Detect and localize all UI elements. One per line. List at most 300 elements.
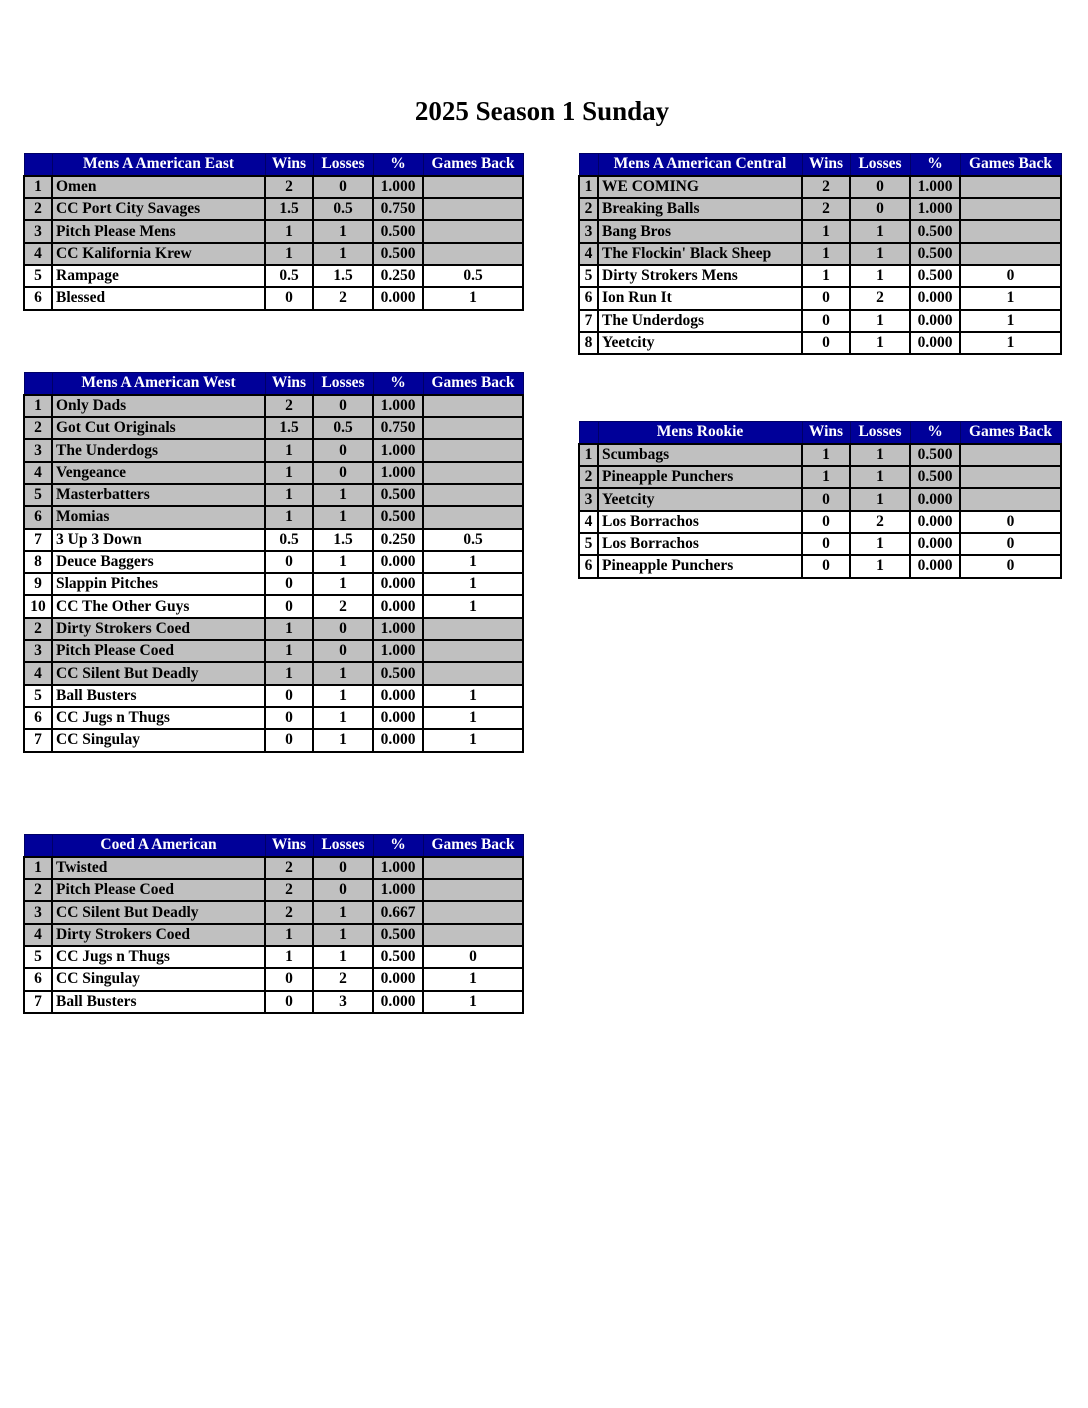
team-cell: CC Jugs n Thugs: [52, 707, 265, 729]
losses-cell: 2: [313, 595, 373, 617]
wins-cell: 1: [265, 662, 313, 684]
pct-cell: 1.000: [910, 198, 960, 220]
standings-table-mens-a-american-central: [578, 153, 1062, 355]
team-cell: The Flockin' Black Sheep: [598, 243, 802, 265]
table-row: [24, 685, 523, 707]
team-cell: CC Jugs n Thugs: [52, 946, 265, 968]
team-cell: Got Cut Originals: [52, 417, 265, 439]
losses-cell: 3: [313, 991, 373, 1013]
wins-cell: 0: [265, 729, 313, 751]
games-back-cell: [960, 488, 1061, 510]
wins-cell: 0: [265, 991, 313, 1013]
games-back-cell: [423, 484, 523, 506]
losses-cell: 1: [313, 243, 373, 265]
losses-cell: 1: [313, 707, 373, 729]
team-cell: WE COMING: [598, 176, 802, 198]
games-back-cell: [960, 243, 1061, 265]
rank-cell: 6: [579, 287, 598, 309]
pct-cell: 0.500: [910, 220, 960, 242]
table-row: [24, 462, 523, 484]
games-back-cell: 1: [960, 287, 1061, 309]
wins-cell: 2: [265, 395, 313, 417]
table-row: [24, 968, 523, 990]
games-back-cell: [423, 857, 523, 879]
pct-cell: 0.500: [910, 243, 960, 265]
games-back-cell: 1: [423, 707, 523, 729]
wins-cell: 1: [265, 506, 313, 528]
pct-cell: 0.500: [373, 662, 423, 684]
team-cell: The Underdogs: [598, 310, 802, 332]
team-cell: Ball Busters: [52, 685, 265, 707]
table-row: [579, 555, 1061, 577]
games-back-cell: [423, 198, 523, 220]
losses-cell: 0: [313, 462, 373, 484]
team-cell: CC Port City Savages: [52, 198, 265, 220]
wins-cell: 1.5: [265, 198, 313, 220]
table-row: [24, 287, 523, 309]
pct-cell: 0.500: [373, 924, 423, 946]
losses-cell: 1: [850, 444, 910, 466]
table-row: [579, 332, 1061, 354]
pct-cell: 0.000: [910, 287, 960, 309]
rank-cell: 8: [24, 551, 52, 573]
pct-cell: 0.000: [910, 488, 960, 510]
team-cell: Dirty Strokers Coed: [52, 618, 265, 640]
table-row: [579, 265, 1061, 287]
games-back-cell: 0: [960, 533, 1061, 555]
table-row: [24, 879, 523, 901]
pct-cell: 1.000: [373, 857, 423, 879]
losses-cell: 0: [313, 176, 373, 198]
division-header: Mens A American Central: [598, 154, 802, 176]
wins-cell: 0: [802, 555, 850, 577]
rank-cell: 6: [24, 707, 52, 729]
losses-cell: 2: [850, 511, 910, 533]
losses-cell: 1: [313, 901, 373, 923]
rank-cell: 3: [579, 488, 598, 510]
losses-cell: 0: [313, 640, 373, 662]
rank-cell: 4: [24, 662, 52, 684]
games-back-cell: [423, 618, 523, 640]
games-back-cell: 1: [423, 573, 523, 595]
games-back-cell: 1: [423, 287, 523, 309]
pct-cell: 1.000: [373, 879, 423, 901]
rank-cell: 2: [579, 466, 598, 488]
wins-cell: 0: [265, 968, 313, 990]
wins-header: Wins: [265, 373, 313, 395]
table-row: [24, 529, 523, 551]
games-back-cell: 0: [960, 265, 1061, 287]
table-row: [24, 220, 523, 242]
pct-cell: 0.500: [910, 265, 960, 287]
table-row: [24, 640, 523, 662]
table-header-row: [579, 422, 1061, 444]
rank-header: [24, 373, 52, 395]
wins-cell: 1: [265, 462, 313, 484]
table-header-row: [579, 154, 1061, 176]
wins-cell: 1: [802, 243, 850, 265]
table-row: [24, 662, 523, 684]
table-row: [579, 511, 1061, 533]
team-cell: Omen: [52, 176, 265, 198]
standings-table-mens-a-american-east: [23, 153, 524, 311]
rank-cell: 3: [24, 640, 52, 662]
wins-cell: 0.5: [265, 529, 313, 551]
losses-header: Losses: [313, 154, 373, 176]
wins-cell: 2: [265, 879, 313, 901]
games-back-cell: [960, 220, 1061, 242]
rank-cell: 2: [24, 618, 52, 640]
losses-cell: 1: [850, 243, 910, 265]
rank-cell: 6: [24, 968, 52, 990]
games-back-header: Games Back: [423, 373, 523, 395]
pct-cell: 0.000: [373, 287, 423, 309]
games-back-cell: 1: [423, 685, 523, 707]
table-row: [579, 243, 1061, 265]
losses-cell: 1: [850, 555, 910, 577]
pct-cell: 0.000: [373, 968, 423, 990]
standings-table-mens-rookie: [578, 421, 1062, 579]
rank-cell: 4: [24, 243, 52, 265]
pct-cell: 0.250: [373, 265, 423, 287]
rank-cell: 2: [579, 198, 598, 220]
rank-cell: 4: [579, 243, 598, 265]
team-cell: CC Singulay: [52, 729, 265, 751]
losses-cell: 0: [313, 618, 373, 640]
team-cell: Los Borrachos: [598, 533, 802, 555]
team-cell: Breaking Balls: [598, 198, 802, 220]
rank-cell: 5: [579, 533, 598, 555]
team-cell: Dirty Strokers Mens: [598, 265, 802, 287]
losses-cell: 0.5: [313, 198, 373, 220]
games-back-cell: 1: [423, 551, 523, 573]
games-back-cell: [423, 506, 523, 528]
wins-cell: 1: [265, 484, 313, 506]
team-cell: Scumbags: [598, 444, 802, 466]
pct-cell: 1.000: [373, 395, 423, 417]
losses-cell: 1: [313, 729, 373, 751]
pct-cell: 0.500: [910, 466, 960, 488]
pct-cell: 0.000: [373, 729, 423, 751]
rank-cell: 7: [24, 991, 52, 1013]
games-back-header: Games Back: [423, 835, 523, 857]
table-row: [579, 287, 1061, 309]
wins-cell: 0: [265, 573, 313, 595]
pct-cell: 0.000: [910, 310, 960, 332]
rank-cell: 5: [24, 484, 52, 506]
table-row: [579, 198, 1061, 220]
rank-cell: 5: [24, 946, 52, 968]
losses-cell: 0: [313, 439, 373, 461]
table-row: [24, 198, 523, 220]
pct-cell: 0.000: [373, 991, 423, 1013]
losses-cell: 1: [313, 662, 373, 684]
rank-cell: 1: [579, 176, 598, 198]
rank-header: [579, 422, 598, 444]
pct-cell: 0.500: [373, 484, 423, 506]
table-row: [24, 573, 523, 595]
losses-header: Losses: [850, 154, 910, 176]
games-back-cell: [423, 176, 523, 198]
team-cell: CC Singulay: [52, 968, 265, 990]
rank-cell: 2: [24, 198, 52, 220]
table-row: [24, 618, 523, 640]
wins-cell: 0: [265, 595, 313, 617]
wins-cell: 2: [802, 176, 850, 198]
games-back-cell: [423, 395, 523, 417]
losses-cell: 0: [850, 176, 910, 198]
wins-cell: 0: [802, 332, 850, 354]
pct-cell: 1.000: [373, 618, 423, 640]
rank-header: [24, 835, 52, 857]
team-cell: Bang Bros: [598, 220, 802, 242]
table-row: [24, 729, 523, 751]
games-back-cell: 1: [423, 595, 523, 617]
losses-cell: 1: [313, 924, 373, 946]
games-back-cell: 1: [423, 729, 523, 751]
rank-cell: 7: [579, 310, 598, 332]
rank-cell: 4: [24, 924, 52, 946]
team-cell: Only Dads: [52, 395, 265, 417]
wins-cell: 1: [265, 618, 313, 640]
wins-cell: 0: [802, 511, 850, 533]
wins-cell: 1.5: [265, 417, 313, 439]
wins-cell: 1: [265, 439, 313, 461]
table-row: [24, 551, 523, 573]
games-back-cell: 1: [960, 310, 1061, 332]
pct-cell: 1.000: [910, 176, 960, 198]
losses-header: Losses: [850, 422, 910, 444]
pct-cell: 0.500: [910, 444, 960, 466]
table-row: [24, 439, 523, 461]
wins-cell: 1: [265, 243, 313, 265]
team-cell: Masterbatters: [52, 484, 265, 506]
rank-cell: 5: [24, 265, 52, 287]
table-row: [24, 901, 523, 923]
losses-cell: 1: [313, 220, 373, 242]
losses-cell: 1: [313, 946, 373, 968]
losses-cell: 2: [850, 287, 910, 309]
rank-cell: 4: [579, 511, 598, 533]
rank-cell: 3: [24, 901, 52, 923]
table-row: [579, 444, 1061, 466]
standings-table-coed-a-american: [23, 834, 524, 1014]
pct-header: %: [910, 154, 960, 176]
games-back-cell: [960, 198, 1061, 220]
wins-header: Wins: [802, 422, 850, 444]
pct-cell: 0.500: [373, 946, 423, 968]
rank-cell: 8: [579, 332, 598, 354]
wins-cell: 0.5: [265, 265, 313, 287]
games-back-cell: 1: [960, 332, 1061, 354]
games-back-cell: [423, 662, 523, 684]
wins-cell: 1: [265, 946, 313, 968]
team-cell: Momias: [52, 506, 265, 528]
table-row: [579, 220, 1061, 242]
losses-cell: 1: [850, 310, 910, 332]
losses-cell: 0: [313, 857, 373, 879]
pct-cell: 0.667: [373, 901, 423, 923]
team-cell: CC Silent But Deadly: [52, 901, 265, 923]
pct-cell: 1.000: [373, 439, 423, 461]
wins-header: Wins: [802, 154, 850, 176]
losses-cell: 2: [313, 287, 373, 309]
team-cell: Ion Run It: [598, 287, 802, 309]
games-back-cell: [423, 879, 523, 901]
team-cell: 3 Up 3 Down: [52, 529, 265, 551]
losses-cell: 1.5: [313, 529, 373, 551]
losses-header: Losses: [313, 373, 373, 395]
rank-cell: 6: [24, 287, 52, 309]
wins-cell: 1: [802, 220, 850, 242]
pct-cell: 0.000: [373, 685, 423, 707]
rank-cell: 5: [24, 685, 52, 707]
pct-cell: 0.000: [373, 707, 423, 729]
rank-header: [579, 154, 598, 176]
table-row: [579, 533, 1061, 555]
wins-cell: 0: [802, 488, 850, 510]
table-row: [24, 595, 523, 617]
games-back-cell: [423, 417, 523, 439]
games-back-cell: 0: [423, 946, 523, 968]
table-row: [24, 265, 523, 287]
rank-cell: 1: [24, 857, 52, 879]
table-row: [579, 176, 1061, 198]
losses-cell: 1: [313, 484, 373, 506]
rank-header: [24, 154, 52, 176]
table-row: [24, 991, 523, 1013]
wins-cell: 2: [802, 198, 850, 220]
rank-cell: 1: [24, 176, 52, 198]
wins-cell: 1: [265, 220, 313, 242]
losses-cell: 1: [313, 685, 373, 707]
games-back-cell: [960, 466, 1061, 488]
games-back-cell: [423, 243, 523, 265]
pct-cell: 1.000: [373, 462, 423, 484]
team-cell: Yeetcity: [598, 488, 802, 510]
games-back-cell: 0.5: [423, 529, 523, 551]
pct-cell: 0.250: [373, 529, 423, 551]
pct-header: %: [373, 835, 423, 857]
table-row: [579, 466, 1061, 488]
wins-cell: 0: [265, 685, 313, 707]
wins-cell: 0: [265, 707, 313, 729]
wins-cell: 0: [265, 551, 313, 573]
team-cell: Pineapple Punchers: [598, 466, 802, 488]
games-back-cell: [960, 176, 1061, 198]
rank-cell: 3: [24, 220, 52, 242]
table-header-row: [24, 154, 523, 176]
losses-cell: 1: [313, 551, 373, 573]
team-cell: Dirty Strokers Coed: [52, 924, 265, 946]
rank-cell: 2: [24, 417, 52, 439]
table-row: [24, 484, 523, 506]
rank-cell: 1: [579, 444, 598, 466]
games-back-cell: 1: [423, 968, 523, 990]
pct-cell: 1.000: [373, 176, 423, 198]
rank-cell: 3: [24, 439, 52, 461]
rank-cell: 7: [24, 529, 52, 551]
pct-cell: 0.000: [910, 332, 960, 354]
wins-cell: 2: [265, 901, 313, 923]
losses-cell: 1: [850, 533, 910, 555]
team-cell: Ball Busters: [52, 991, 265, 1013]
wins-cell: 0: [802, 533, 850, 555]
wins-cell: 1: [265, 640, 313, 662]
games-back-cell: 0: [960, 511, 1061, 533]
team-cell: Slappin Pitches: [52, 573, 265, 595]
games-back-cell: [423, 901, 523, 923]
wins-cell: 0: [802, 310, 850, 332]
games-back-cell: [423, 220, 523, 242]
rank-cell: 2: [24, 879, 52, 901]
team-cell: The Underdogs: [52, 439, 265, 461]
wins-header: Wins: [265, 154, 313, 176]
rank-cell: 10: [24, 595, 52, 617]
games-back-cell: 1: [423, 991, 523, 1013]
losses-header: Losses: [313, 835, 373, 857]
pct-cell: 0.000: [373, 551, 423, 573]
rank-cell: 4: [24, 462, 52, 484]
rank-cell: 6: [24, 506, 52, 528]
losses-cell: 0: [313, 879, 373, 901]
pct-cell: 0.000: [910, 533, 960, 555]
losses-cell: 1: [850, 466, 910, 488]
pct-cell: 0.000: [373, 595, 423, 617]
games-back-cell: 0: [960, 555, 1061, 577]
losses-cell: 0: [850, 198, 910, 220]
losses-cell: 2: [313, 968, 373, 990]
losses-cell: 1: [850, 220, 910, 242]
rank-cell: 3: [579, 220, 598, 242]
pct-cell: 0.500: [373, 243, 423, 265]
losses-cell: 1: [850, 332, 910, 354]
losses-cell: 1: [850, 265, 910, 287]
games-back-header: Games Back: [960, 422, 1061, 444]
wins-cell: 2: [265, 857, 313, 879]
division-header: Coed A American: [52, 835, 265, 857]
team-cell: Pitch Please Coed: [52, 879, 265, 901]
team-cell: Pitch Please Mens: [52, 220, 265, 242]
team-cell: Los Borrachos: [598, 511, 802, 533]
losses-cell: 0.5: [313, 417, 373, 439]
pct-header: %: [910, 422, 960, 444]
pct-header: %: [373, 154, 423, 176]
losses-cell: 1: [313, 506, 373, 528]
standings-table-mens-a-american-west: [23, 372, 524, 753]
games-back-cell: [960, 444, 1061, 466]
wins-cell: 0: [802, 287, 850, 309]
table-header-row: [24, 373, 523, 395]
table-header-row: [24, 835, 523, 857]
team-cell: Pitch Please Coed: [52, 640, 265, 662]
games-back-cell: 0.5: [423, 265, 523, 287]
page-title: 2025 Season 1 Sunday: [414, 96, 670, 126]
team-cell: Twisted: [52, 857, 265, 879]
table-row: [24, 857, 523, 879]
games-back-cell: [423, 924, 523, 946]
wins-cell: 1: [802, 444, 850, 466]
table-row: [24, 924, 523, 946]
rank-cell: 9: [24, 573, 52, 595]
table-row: [579, 310, 1061, 332]
wins-cell: 1: [265, 924, 313, 946]
team-cell: CC Silent But Deadly: [52, 662, 265, 684]
losses-cell: 0: [313, 395, 373, 417]
wins-header: Wins: [265, 835, 313, 857]
pct-cell: 0.000: [910, 511, 960, 533]
team-cell: CC The Other Guys: [52, 595, 265, 617]
